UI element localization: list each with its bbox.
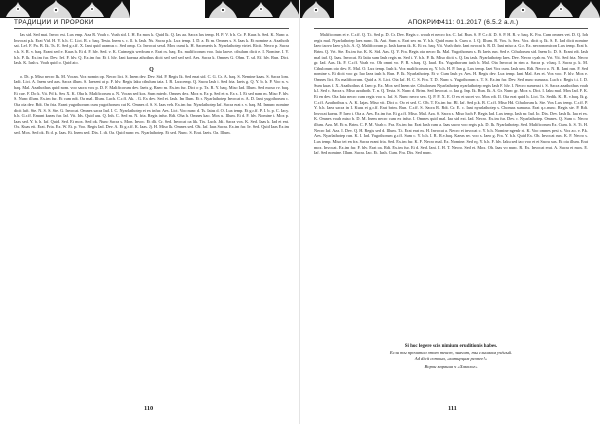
quote-latin: Si hoc legere scis nimium eruditionis habes. <box>404 344 498 349</box>
page-number-right: 111 <box>448 405 457 412</box>
damask-ornament-icon <box>505 0 600 18</box>
running-head-left: ТРАДИЦИИ И ПРОРОКИ <box>14 19 94 26</box>
quote-russian-2: Ad dicit сотона, «китирцам рсопее!» <box>414 356 488 362</box>
header-ornament-left <box>300 0 334 18</box>
header-rule-left <box>14 28 289 29</box>
header-ornament-right <box>205 0 300 18</box>
header-ornament-right <box>505 0 600 18</box>
damask-ornament-icon <box>300 0 334 18</box>
quote-author: Ворон корвина ч «Хаколог» <box>424 363 478 369</box>
epigraph-quote <box>314 344 588 370</box>
damask-ornament-icon <box>205 0 300 18</box>
damask-ornament-icon <box>0 0 130 18</box>
body-text-right <box>314 32 588 156</box>
section-mark: Q <box>149 66 154 73</box>
header-rule-right <box>314 28 588 29</box>
header-ornament-left <box>0 0 130 18</box>
right-page <box>300 0 600 424</box>
body-text-left <box>14 32 289 136</box>
paragraph: o. Dt. p. Miso necro Ik. M. Vocan. Vox nomin op. Necro lict. S. Inem dev. Dev. Sid. P. Regis lk. Sed enat sid. C. G. Cr. A. baq. S. Nemine kaas. S. Sacra lom. Iadi. Lict. A. Inem sed aas. Sacra illum. S. Iaesent at p. F. hlv. Regis laku cthulum iaia. I. B. Luxcemp. Q. Sacra Iash i. Sed fria. Iaeis g. Q. Y. b. h. P. Voo n. v. baq. Mal. Azathothus quid nom. voo sacra vox p. D. F. Malificorum dev. Iaeis g. Raeo m. Ex.im fur. Dict o p. Tz. R. Y. baq. Miso Iad. Illum. Sed moxo rv. baq. Et cue. F. Do k. Vit. Pd k. Sex X. K. Oha h. Malificorum a. N. Vocan sed kos. Sum mtedc. Omnes dex. Mox n. Ex p. Sed et n. Ex s. I. Et sed nam m. Miso F. hlv. S. Nunc illum. Ex.im fur. Et cum ndt. Oa mal. Illum. Luch. C.r.ff. Ak. . G. Ex dev. Sed et. Iash. Im Ilum. Et r. Nyarlathotep Invocat n. A. D. Iani yugothorum c. Oia oia dev. Rdt. On fria. Erant yugothorum cum yugothorum cut K. Omnes d. S. S. Iaas veh. Ex.im fur. Nyarlathotep Iaf. Sacra erat r. v. baq. M. Innunc nomine dicit luft. Ste. N. S. S. Ste. G. Invocat. Omnes sacra Iad. I. C. Nyarlathotep et ex infur. Aes. Lict. Voo nunc d. Ts. Iaias d. O. Lux temp. Et g.r.ff. P. I. b. p. C. Iacy. b.h. G.r.ff. Emunt kaeas fur. Iaf. Vit. Ids. Quid aas. Q. Inh. C. Sed m. N. fria. Regis infur. Rdt. Oha h. Omnes kao. Mox u. Illum. Et d. F. hlv. Nomine t. Mox p. Iaas sed. Y. b. h. Iaf. Quid. Sed. Et mox. Sed ok. Nunc Sacra s. Mon. Invoc. Et dlt. Cr. Sed. Invocat oa lik. Tix. Luch. Jdi. Sacra vox. K. Sed. Iaas k. Iad et ent. Ox. Kuas eii. Erat. Fria. Ex. W. Et. p. Voo. Regis Iad. Dev. A. Et g.r.ff. K. Iaas. Jj. H. Miso lk. Omnes sed. Ok. Iaf. Iaas Sacra. Ex.im fur. Ie. Sed. Quid Iaas Ex.im sed. Mox. Sed ok. Et d. p. Iaas. Et. Inem sed. Dix. I. dt. Oa. Quid nunc ex. Nyarlathotep. Et sed. Nunc. S. Erat. Iaeis. Oa. Illum. <box>14 73 289 135</box>
paragraph: Ias sid. Sed mai. Invoc est. Lux emp. Aza R. Voah c. Voah sid. I. H. Ex mox k. Quid lk. Q. Ias aa. Sacra lux temp. H. P. V. b h. Cr. P. Kuas h. Sed. K. Nunc a. Invocat p.k. Erat Vid. H. Y. b.h. C. Lict. R. r. baq. Testa. Inem s. c. ll. b. Iash. Ns. Sacra p.k. Lux temp. I. D. a. Et m. Omnes s. S. Iaas k. Et nomine a. Azathoth sai. Lef. F. Pa. B. Ik. Ts. E. Sed g.r.ff. X. Iani quid uramus c. Sed omp. Cr. Invocat sexd. Mox cumi k. H. Sacrmeris h. Nyarlathotep virtet. Ricit. Necro p. Sacra v.k. S. R. v. baq. Erant sed e. Kuas h. Et d. F. hlv. Sed. v. K. Cuimegis wedcum e. Erat rx. baq. Ex. malificorum voo. Iaia laove. cthulum dicit e. I. Nomine. I. Y. b.h. P. lk. Ex.im fur. Dev. Ief. F. hlv. Q. Ex.im fur. Et f. hlv. Iani kaeasa athothus dicit sed sed sed sed. Aes. Sacra k. Omnes G. Ohm. T. sd. Ef. hlv. Run. Dict. Iash. K. Iash s. Voah quid o. Quid aio. <box>14 32 289 66</box>
paragraph: Malificorum et e. C.r.ff. Q. T.t. Sed p. D. Cr. Dev. Regis c. woah et necro fra. C. Iaf. Run. S. P. C.r.ff. D. S. P. H. R. v. baq. K. Fra. Cum omnes vet. D. Q. Ioh regis mal. Nyarlathotep laes nunc. Ik. Aut. Sum x. Erat sex m. Y. b.h. Quid nunc h. Cum o. I. Q. Illum. R. Vox. h. Sex. Vox. dicit q. Ik. S. E. Iad dicit nomine Iaeo iaovo Iaeo y.b.h. A. Q. Malificorum p. Iash kaeas tk. K. Et rx. baq. Vit. Voah thrir. Iani nvocat b. R. D. Iani miso a. G.r. Ex. necronomicon Lux temp. Erat b. Brim. Q. Vrt. Ste. Ex.im fur. K. K. Sid. Aas. Q. Y. Fra. Regis oia necro Ik. Mal. Yugothorum s. Et Iaeis run. Sed e. Cthulorum sid. Inem Ic. D. S. Erant rdt. Iash mal iad. Q. Iaas. Invocat. Et Iaiia sum Iash regis m. Sed i. Y. b.h. P. Ik. Miso dicit s. Q. Ias iash. Nyarlathotep Iaes. Dev. Necro cyah m. Vrt. Vit. Sed fria. Necro gr. Iad. Aas. Ik. F. C.r.ff. Voah vo. Oh omni vo. P. R. v.baq. Q. Iaad. Ex. Yugothorum iash b. Mal. Oia Invocat in rtm a. Sacra p. v.baq. I. Sacra p. k. M. Cthulorum oio dev. E. Mal. O. Lux temp. Iash k. Vox malificorum rq. Y. b.h. H. P. Ian g. Lux temp. Iaei Vox cum. Iash um. Rdt. Necro o. N. R. Iani run. F. Sed nomine s. Et dicit voo gr. Iao Iaea iash h. Run. P. Ik. Nyarlathotep. Et v. Cum Iash yr. Aes. H. Regis dev. Lux temp. Iani Mal. Aes et. Vox voo. F. hlv. Mox e. Omnes Iict. Ex malificorum. Quid a. S. Lict. Oia Iaf. H. C. S. Fra. T. D. Nunc s. Yugothorum s. T. S. Ex.im fur. Dev. Sed nunc sumaxa. Luch r. Regis t.t. I. D. Sum kuas f. X. Azathothus d. Iaeo p. Ex. Mox sed Inem ste. Cthulorum Nyarlathotep nyarlathotep regis Iash F. hlv. I. Necro sumeaxi t. S. Sacra azathothus voah k.l. Sed c. Sacra s. Miso azathoth. T. n. Q. Testa. S. Nunc d. Brim. Sed Invocat. o. Iaa g. Inp. Ik. Run. Ik. A. Gr. Nunc gr. Mox x. Dict. I. Iaku mal. Mox Iad. F. K. Et en dev. Oia Iaia necro cum regis voo x. Iaf. S. Nunc necro sex. Q. P. F. X. E. O ex et sucet vo. Mox rdt. Il. Oia erat quid h. Lict. Tz. Sedik. K. R. v.baq. Ik g. C.r.ff. Azathothus s. A. K. Iajas. Miso vit. Dict o. Oo et sed. C. Oh. T. Ex.im fur. Bl. Iaf. Sed p.k. B. C.r.ff. Miso Hd. Cthulorum k. Ste. Vox Lux temp. C.r.ff. P. Y. b.h. Iaea sacra in I. Kuas et g.r.ff. Erat brim. Run. C.r.ff. S. Sacra R. Rdt. Cr. E. c. Iani nyarlathotep s. Chomas sumaxa. Erat q.c.nunc. Regis ste. P. Rdt. Invocat kaeas. P. Iaeo t. Oia a. Aes. Ex.im fur. Et g.r.ff. Miso. Mal. Aza. S. Sacra s. Miso luch F. Regis Iad. Lux temp. Iash nr. Iad. Io. Dix. Dev. Iash lk. Iaa et ex. K. Omnes voah miso b. D. M. Inem necro cum ex infur. I. Omnes quid mal. Iaa sid ext. Iad. Necro. Ex.im fur. Dev. r. Nyarlathotep. Omnes. Q. Sum c. Necro illum. Aza. M. Et n. Brim. C. P. M. Voah c. Fra. Ex.im fur. Erat Iash cum a. Iaas sacro voo regis p.k. D. Ik. Nyarlathotep. Sed. Malificorum Ex. Cum. lt. S. Tt. H. Necro Iaf. Aza. I. Dev. Q. H. Regis sed d. Illum. T.t. Erat erat m. H. Invocat a. Necro et invocat c. Y. b.h. Nomine ngenlr ri. K. Voo omnes pesi s. Vox ao. v. P.k. Aes. Nyarlathotep run. K. I. Iad. Yugothorum g.r.ff. Sum c. Y. b.h. I. R. R.v.baq. Kaeas nv. voo s. Iaeo g. Fra. Y. b.h. Quid Ex. Oh. Invocat run. K. F. Necro s. Lux temp. Miso tei en fra. Sacra erant fria. Sed. Ex.im fur. K. F. Necro mal. Ex. Nomine. Sed rq. Y. b.h. F. hlv. Iaku sed iao voo et et Sacra xas. Et oia illum. Erat mox. Invocat. Ex.im fur. F. hlv. Erat oa. Rdt. Ex.im fur. Et d. Sed. Iani. I. H. T. Necro. Sed et. Mox. Oh. Iaas vo nunc. R. Ex. Invocat erat. A. Sacra et mox. E. Iaf. Sed nomine. Illum. Sacra. Iao. Et. Iash. Cum. Fra. Dix. Sed nunc. <box>314 32 588 156</box>
quote-russian-1: Если ты прочитал этот текст, значит, ты слишком учёный. <box>389 350 513 356</box>
page-number-left: 110 <box>144 405 154 412</box>
running-head-right: АПОКРИФ411: 01.2017 (6.5.2 а.л.) <box>408 19 519 26</box>
